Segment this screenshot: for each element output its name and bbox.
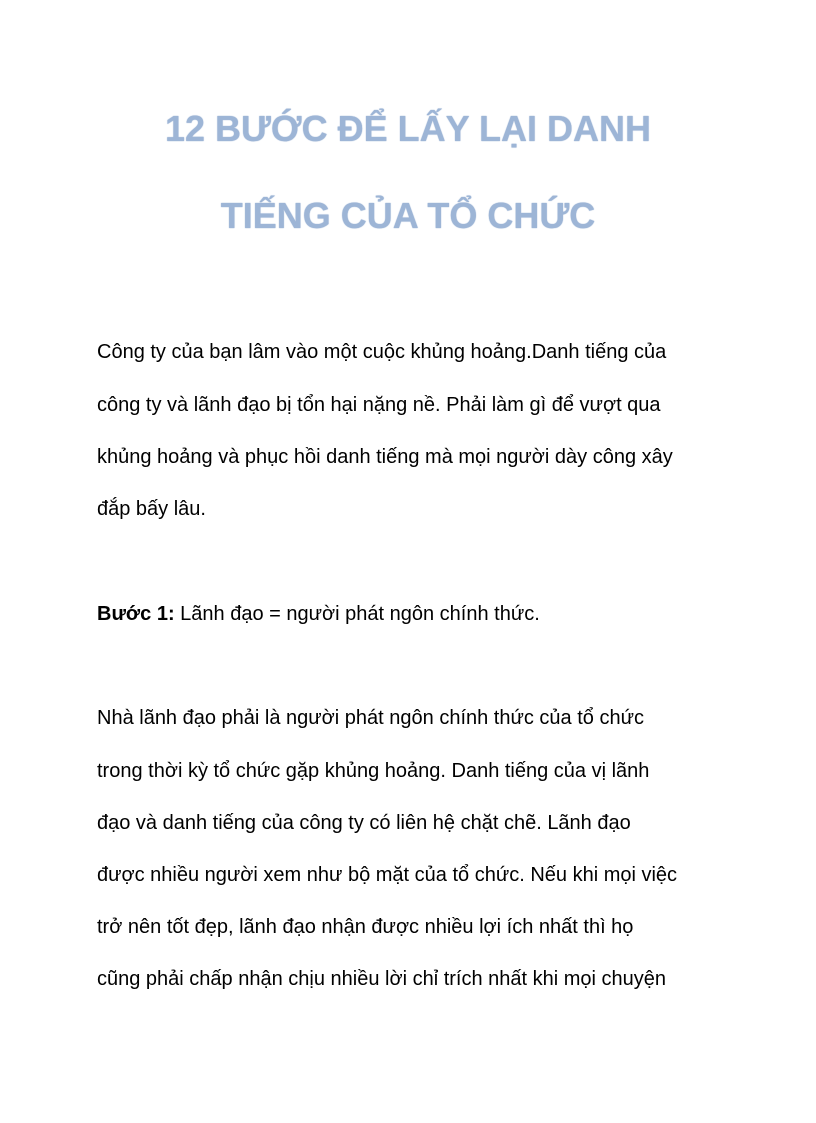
body-line-1: Nhà lãnh đạo phải là người phát ngôn chính thức của tổ chức: [97, 707, 644, 729]
body-line-4: được nhiều người xem như bộ mặt của tổ chức. Nếu khi mọi việc: [97, 864, 678, 886]
intro-line-1: Công ty của bạn lâm vào một cuộc khủng hoảng.Danh tiếng của: [97, 341, 667, 363]
document-title-line-2: TIẾNG CỦA TỔ CHỨC: [220, 195, 596, 236]
body-line-3: đạo và danh tiếng của công ty có liên hệ chặt chẽ. Lãnh đạo: [97, 812, 631, 834]
step-1-label: Bước 1:: [97, 603, 175, 625]
document-title-line-1: 12 BƯỚC ĐỂ LẤY LẠI DANH: [165, 108, 651, 149]
intro-line-2: công ty và lãnh đạo bị tổn hại nặng nề. Phải làm gì để vượt qua: [97, 394, 661, 416]
body-line-5: trở nên tốt đẹp, lãnh đạo nhận được nhiều lợi ích nhất thì họ: [97, 916, 634, 938]
intro-line-3: khủng hoảng và phục hồi danh tiếng mà mọi người dày công xây: [97, 446, 673, 468]
body-line-2: trong thời kỳ tổ chức gặp khủng hoảng. Danh tiếng của vị lãnh: [97, 760, 650, 782]
step-1-heading: [97, 601, 540, 627]
intro-line-4: đắp bấy lâu.: [97, 498, 206, 520]
body-line-6: cũng phải chấp nhận chịu nhiều lời chỉ trích nhất khi mọi chuyện: [97, 968, 667, 990]
step-1-text: Lãnh đạo = người phát ngôn chính thức.: [174, 603, 540, 625]
